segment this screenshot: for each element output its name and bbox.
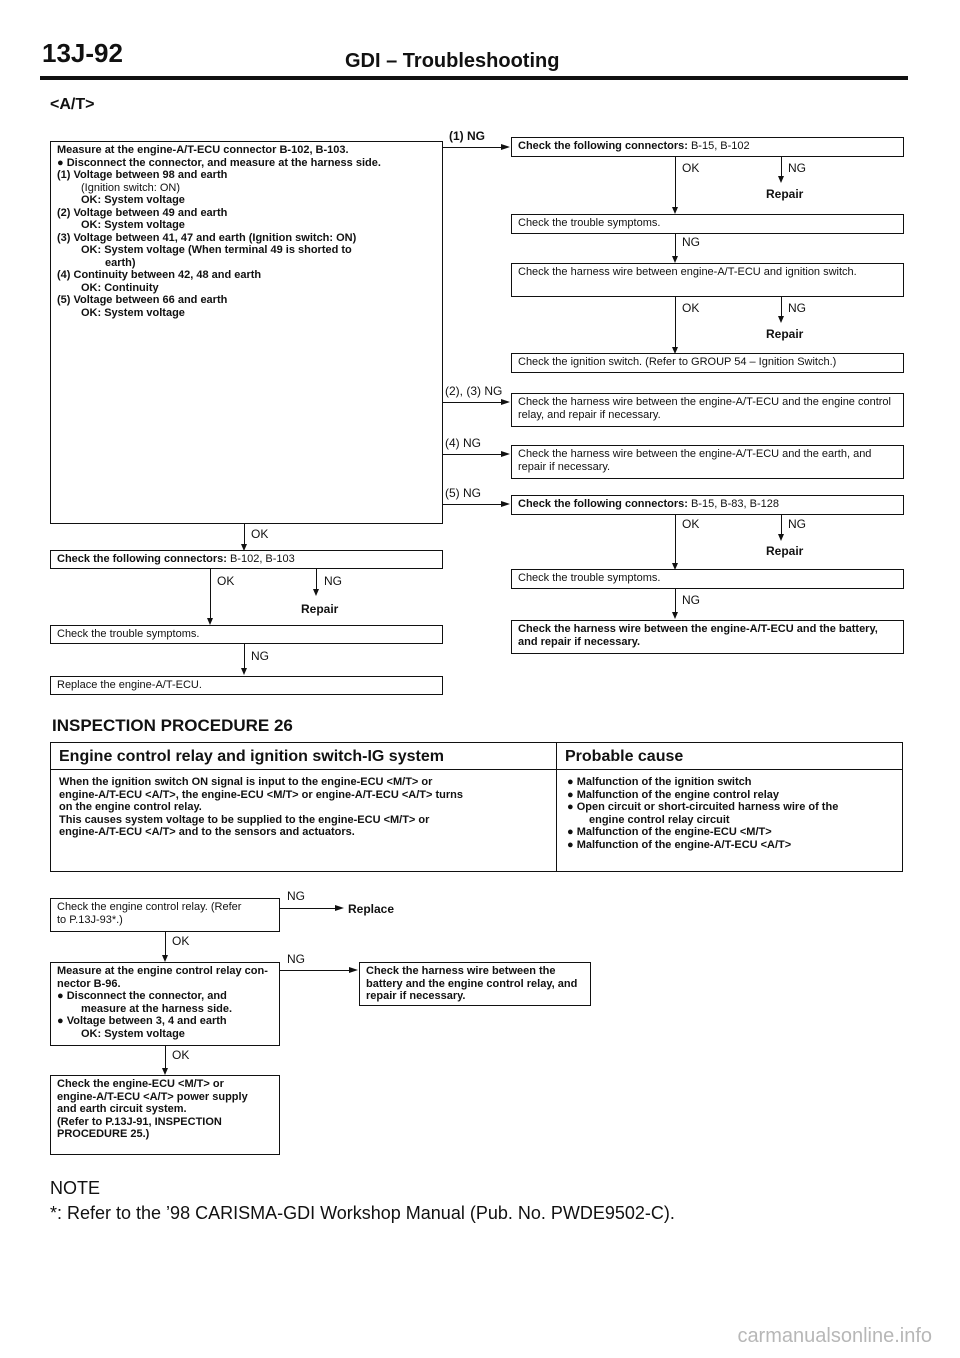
connector-line [280, 970, 352, 971]
check-harness-battery-relay [359, 962, 591, 1006]
arrow-down-icon [207, 618, 213, 625]
flow-line [210, 569, 211, 620]
check-engine-control-relay [50, 898, 280, 932]
box-text: Check the trouble symptoms. [518, 572, 661, 584]
check-connectors-label: Check the following connectors: [518, 498, 688, 510]
arrow-down-icon [672, 256, 678, 263]
repair-label: Repair [301, 602, 339, 616]
check-ignition-switch [511, 353, 904, 373]
ok-label: OK [172, 1048, 190, 1062]
box-text: Check the harness wire between the engine-A/T-ECU and the earth, and repair if necessary. [518, 448, 872, 473]
desc-line: engine-A/T-ECU <A/T>, the engine-ECU <M/T> or engine-A/T-ECU <A/T> turns [59, 788, 463, 801]
ng-label: NG [788, 161, 806, 175]
cause-line: ● Open circuit or short-circuited harness wire of the [567, 801, 839, 813]
ok-label: OK [172, 934, 190, 948]
box-text: Replace the engine-A/T-ECU. [57, 679, 202, 691]
desc-line: When the ignition switch ON signal is input to the engine-ECU <M/T> or [59, 776, 433, 788]
box-text: Check the harness wire between engine-A/T-ECU and ignition switch. [518, 266, 857, 278]
connector-line [443, 454, 503, 455]
check-trouble-symptoms-2 [511, 569, 904, 589]
box-text: to P.13J-93*.) [57, 913, 123, 926]
repair-label: Repair [766, 327, 804, 341]
connector-line [443, 504, 503, 505]
measure-ecu-title: Measure at the engine-A/T-ECU connector B-102, B-103. [57, 144, 349, 156]
ng-label: NG [251, 649, 269, 663]
check-connectors-b102-b103 [50, 550, 443, 569]
connector-line [280, 908, 337, 909]
flow-line [675, 589, 676, 614]
box-text: measure at the harness side. [81, 1002, 233, 1015]
measure-line: (5) Voltage between 66 and earth [57, 294, 228, 306]
box-text: OK: System voltage [81, 1027, 185, 1040]
desc-line: engine-A/T-ECU <A/T> and to the sensors and actuators. [59, 826, 355, 838]
table-divider [556, 743, 557, 871]
box-text: Check the ignition switch. (Refer to GROUP 54 – Ignition Switch.) [518, 356, 837, 368]
ng-label: NG [324, 574, 342, 588]
branch-label-3: (4) NG [445, 436, 481, 450]
repair-label: Repair [766, 544, 804, 558]
box-text: Check the harness wire between the [366, 965, 556, 977]
replace-ecu-box [50, 676, 443, 695]
measure-line: (Ignition switch: ON) [81, 181, 181, 194]
ng-label: NG [682, 593, 700, 607]
check-connectors-b15-b102 [511, 137, 904, 157]
box-text: nector B-96. [57, 977, 121, 990]
box-text: (Refer to P.13J-91, INSPECTION [57, 1115, 222, 1128]
arrow-right-icon [349, 967, 358, 973]
arrow-down-icon [778, 534, 784, 541]
box-text: Measure at the engine control relay con- [57, 965, 268, 977]
measure-line: (2) Voltage between 49 and earth [57, 206, 228, 219]
flow-line [244, 524, 245, 546]
ng-label: NG [287, 889, 305, 903]
ng-label: NG [287, 952, 305, 966]
connector-line [443, 147, 503, 148]
ok-label: OK [217, 574, 235, 588]
page-title: GDI – Troubleshooting [345, 50, 560, 72]
arrow-down-icon [162, 1068, 168, 1075]
connector-line [443, 402, 503, 403]
col2-body [567, 776, 897, 851]
col1-body [59, 776, 551, 839]
measure-line: (4) Continuity between 42, 48 and earth [57, 269, 262, 281]
connector-list: B-102, B-103 [226, 553, 295, 565]
arrow-right-icon [335, 905, 344, 911]
replace-label: Replace [348, 902, 395, 916]
procedure-title: INSPECTION PROCEDURE 26 [52, 716, 293, 735]
cause-line: ● Malfunction of the engine-ECU <M/T> [567, 826, 772, 838]
flow-line [244, 644, 245, 670]
connector-list: B-15, B-102 [687, 140, 750, 152]
arrow-down-icon [241, 668, 247, 675]
box-text: engine-A/T-ECU <A/T> power supply [57, 1090, 248, 1103]
box-text: Check the trouble symptoms. [57, 628, 200, 640]
measure-line: OK: System voltage (When terminal 49 is shorted to [81, 244, 352, 256]
header-rule [40, 76, 908, 80]
measure-line: OK: Continuity [81, 281, 159, 294]
branch-label-2: (2), (3) NG [445, 384, 503, 398]
measure-line: OK: System voltage [81, 219, 185, 231]
box-text: PROCEDURE 25.) [57, 1128, 150, 1140]
box-text: Check the trouble symptoms. [518, 217, 661, 229]
box-text: and earth circuit system. [57, 1103, 187, 1115]
cause-line: engine control relay circuit [589, 813, 730, 826]
note-text: *: Refer to the ’98 CARISMA-GDI Workshop Manual (Pub. No. PWDE9502-C). [50, 1203, 675, 1223]
measure-line: earth) [105, 256, 136, 269]
box-text: ● Voltage between 3, 4 and earth [57, 1015, 227, 1027]
check-harness-ecu-battery [511, 620, 904, 654]
ok-label: OK [682, 301, 700, 315]
flow-line [675, 157, 676, 210]
desc-line: This causes system voltage to be supplied to the engine-ECU <M/T> or [59, 813, 430, 826]
procedure-table [50, 742, 903, 872]
measure-ecu-box [50, 141, 443, 524]
arrow-down-icon [313, 589, 319, 596]
section-subtitle: <A/T> [50, 96, 95, 113]
flow-line [165, 1046, 166, 1070]
arrow-right-icon [501, 144, 510, 150]
box-text: battery and the engine control relay, and [366, 977, 578, 990]
arrow-down-icon [778, 176, 784, 183]
measure-line: OK: System voltage [81, 306, 185, 319]
branch-label-4: (5) NG [445, 486, 481, 500]
box-text: Check the engine-ECU <M/T> or [57, 1078, 224, 1090]
measure-line: (3) Voltage between 41, 47 and earth (Ignition switch: ON) [57, 231, 357, 244]
watermark: carmanualsonline.info [737, 1325, 932, 1347]
ok-label: OK [682, 161, 700, 175]
box-text: ● Disconnect the connector, and [57, 990, 227, 1002]
check-connectors-label: Check the following connectors: [57, 553, 227, 565]
connector-list: B-15, B-83, B-128 [687, 498, 780, 510]
check-trouble-symptoms-3 [50, 625, 443, 644]
flow-line [675, 515, 676, 566]
cause-line: ● Malfunction of the ignition switch [567, 776, 752, 788]
ok-label: OK [251, 527, 269, 541]
check-connectors-b15-b83-b128 [511, 495, 904, 515]
flow-line [675, 297, 676, 350]
note-label: NOTE [50, 1178, 101, 1198]
arrow-down-icon [162, 955, 168, 962]
flow-line [316, 569, 317, 591]
box-text: Check the engine control relay. (Refer [57, 901, 242, 913]
measure-line: OK: System voltage [81, 194, 185, 206]
arrow-right-icon [501, 501, 510, 507]
measure-line: ● Disconnect the connector, and measure at the harness side. [57, 156, 381, 169]
box-text: Check the harness wire between the engine-A/T-ECU and the engine control relay, and repair if necessary. [518, 396, 891, 421]
box-text: Check the harness wire between the engine-A/T-ECU and the battery, and repair if necessary. [518, 623, 878, 648]
arrow-down-icon [778, 316, 784, 323]
desc-line: on the engine control relay. [59, 801, 202, 813]
arrow-down-icon [672, 612, 678, 619]
check-harness-ecu-earth [511, 445, 904, 479]
col2-header: Probable cause [565, 748, 684, 765]
box-text: repair if necessary. [366, 990, 466, 1002]
ng-label: NG [788, 301, 806, 315]
cause-line: ● Malfunction of the engine control relay [567, 788, 779, 801]
page-number: 13J-92 [42, 38, 123, 68]
arrow-down-icon [672, 207, 678, 214]
branch-label-1: (1) NG [449, 129, 485, 143]
ng-label: NG [682, 235, 700, 249]
measure-relay-connector [50, 962, 280, 1046]
table-divider [51, 769, 902, 770]
check-harness-ecu-ignition [511, 263, 904, 297]
col1-header: Engine control relay and ignition switch-IG system [59, 748, 444, 765]
ng-label: NG [788, 517, 806, 531]
arrow-right-icon [501, 451, 510, 457]
check-harness-ecu-relay [511, 393, 904, 427]
cause-line: ● Malfunction of the engine-A/T-ECU <A/T> [567, 838, 792, 851]
measure-line: (1) Voltage between 98 and earth [57, 169, 228, 181]
ok-label: OK [682, 517, 700, 531]
check-connectors-label: Check the following connectors: [518, 140, 688, 152]
repair-label: Repair [766, 187, 804, 201]
check-ecu-power-supply [50, 1075, 280, 1155]
arrow-right-icon [501, 399, 510, 405]
check-trouble-symptoms [511, 214, 904, 234]
